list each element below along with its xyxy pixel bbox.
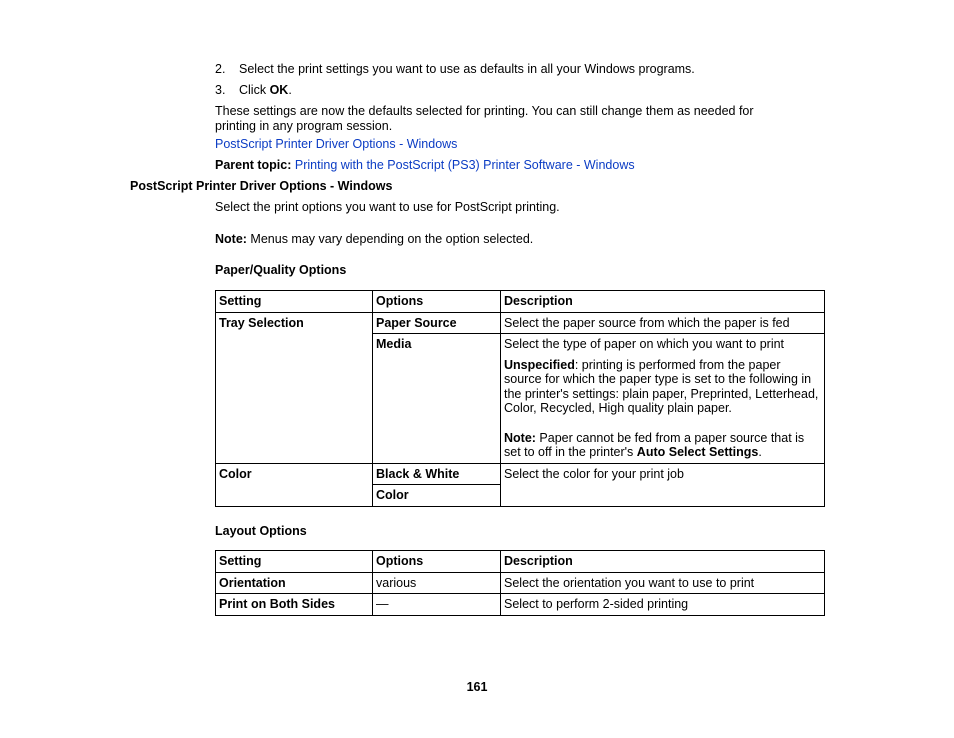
media-note-end: . bbox=[758, 445, 762, 459]
step-3-prefix: Click bbox=[239, 83, 270, 97]
header-options: Options bbox=[373, 551, 501, 573]
desc-media bbox=[501, 334, 825, 464]
setting-orientation: Orientation bbox=[216, 572, 373, 594]
table-row bbox=[216, 594, 825, 616]
result-text-line-1: These settings are now the defaults selected for printing. You can still change them as needed for bbox=[215, 104, 754, 118]
header-description: Description bbox=[501, 551, 825, 573]
page-number: 161 bbox=[466, 680, 488, 694]
setting-print-both-sides: Print on Both Sides bbox=[216, 594, 373, 616]
header-setting: Setting bbox=[216, 551, 373, 573]
driver-options-link[interactable]: PostScript Printer Driver Options - Windows bbox=[215, 137, 458, 151]
table-header-row bbox=[216, 291, 825, 313]
unspecified-text: : printing is performed from the paper source for which the paper type is set to the following in the printer's settings: plain paper, Preprinted, Letterhead, Color, Recycled, High quality plain paper. bbox=[504, 357, 819, 415]
section-intro: Select the print options you want to use for PostScript printing. bbox=[215, 200, 560, 214]
step-2-number: 2. bbox=[215, 62, 226, 76]
section-heading: PostScript Printer Driver Options - Windows bbox=[130, 179, 393, 193]
media-note bbox=[504, 431, 821, 460]
layout-table bbox=[215, 550, 825, 616]
table-row bbox=[216, 312, 825, 334]
result-text-line-2: printing in any program session. bbox=[215, 119, 393, 133]
header-description: Description bbox=[501, 291, 825, 313]
media-desc: Select the type of paper on which you want to print bbox=[504, 337, 785, 351]
option-paper-source: Paper Source bbox=[373, 312, 501, 334]
step-3-suffix: . bbox=[288, 83, 292, 97]
desc-color: Select the color for your print job bbox=[501, 463, 825, 506]
option-print-both-sides: — bbox=[373, 594, 501, 616]
setting-color: Color bbox=[216, 463, 373, 506]
paper-quality-table bbox=[215, 290, 825, 507]
table-row bbox=[216, 572, 825, 594]
note-text: Menus may vary depending on the option selected. bbox=[246, 232, 534, 246]
parent-topic bbox=[215, 158, 635, 173]
desc-orientation: Select the orientation you want to use to print bbox=[501, 572, 825, 594]
step-3-text bbox=[239, 83, 292, 98]
desc-print-both-sides: Select to perform 2-sided printing bbox=[501, 594, 825, 616]
media-unspecified bbox=[504, 358, 821, 416]
media-note-text: Paper cannot be fed from a paper source that is set to off in the printer's bbox=[504, 430, 805, 459]
step-2-text: Select the print settings you want to use as defaults in all your Windows programs. bbox=[239, 62, 695, 76]
media-note-bold: Auto Select Settings bbox=[636, 445, 759, 459]
paper-quality-heading: Paper/Quality Options bbox=[215, 263, 347, 277]
table-header-row bbox=[216, 551, 825, 573]
header-setting: Setting bbox=[216, 291, 373, 313]
step-3-number: 3. bbox=[215, 83, 226, 97]
parent-topic-link[interactable]: Printing with the PostScript (PS3) Printer Software - Windows bbox=[294, 158, 635, 172]
unspecified-label: Unspecified bbox=[504, 357, 575, 372]
option-black-white: Black & White bbox=[373, 463, 501, 485]
layout-heading: Layout Options bbox=[215, 524, 307, 538]
media-note-label: Note: bbox=[504, 430, 536, 445]
step-3-ok: OK bbox=[269, 83, 289, 97]
option-orientation: various bbox=[373, 572, 501, 594]
header-options: Options bbox=[373, 291, 501, 313]
parent-topic-label: Parent topic: bbox=[215, 158, 292, 172]
note-label: Note: bbox=[215, 232, 247, 246]
option-media: Media bbox=[373, 334, 501, 464]
table-row bbox=[216, 463, 825, 485]
option-color: Color bbox=[373, 485, 501, 507]
setting-tray-selection: Tray Selection bbox=[216, 312, 373, 463]
note bbox=[215, 232, 533, 247]
desc-paper-source: Select the paper source from which the paper is fed bbox=[501, 312, 825, 334]
